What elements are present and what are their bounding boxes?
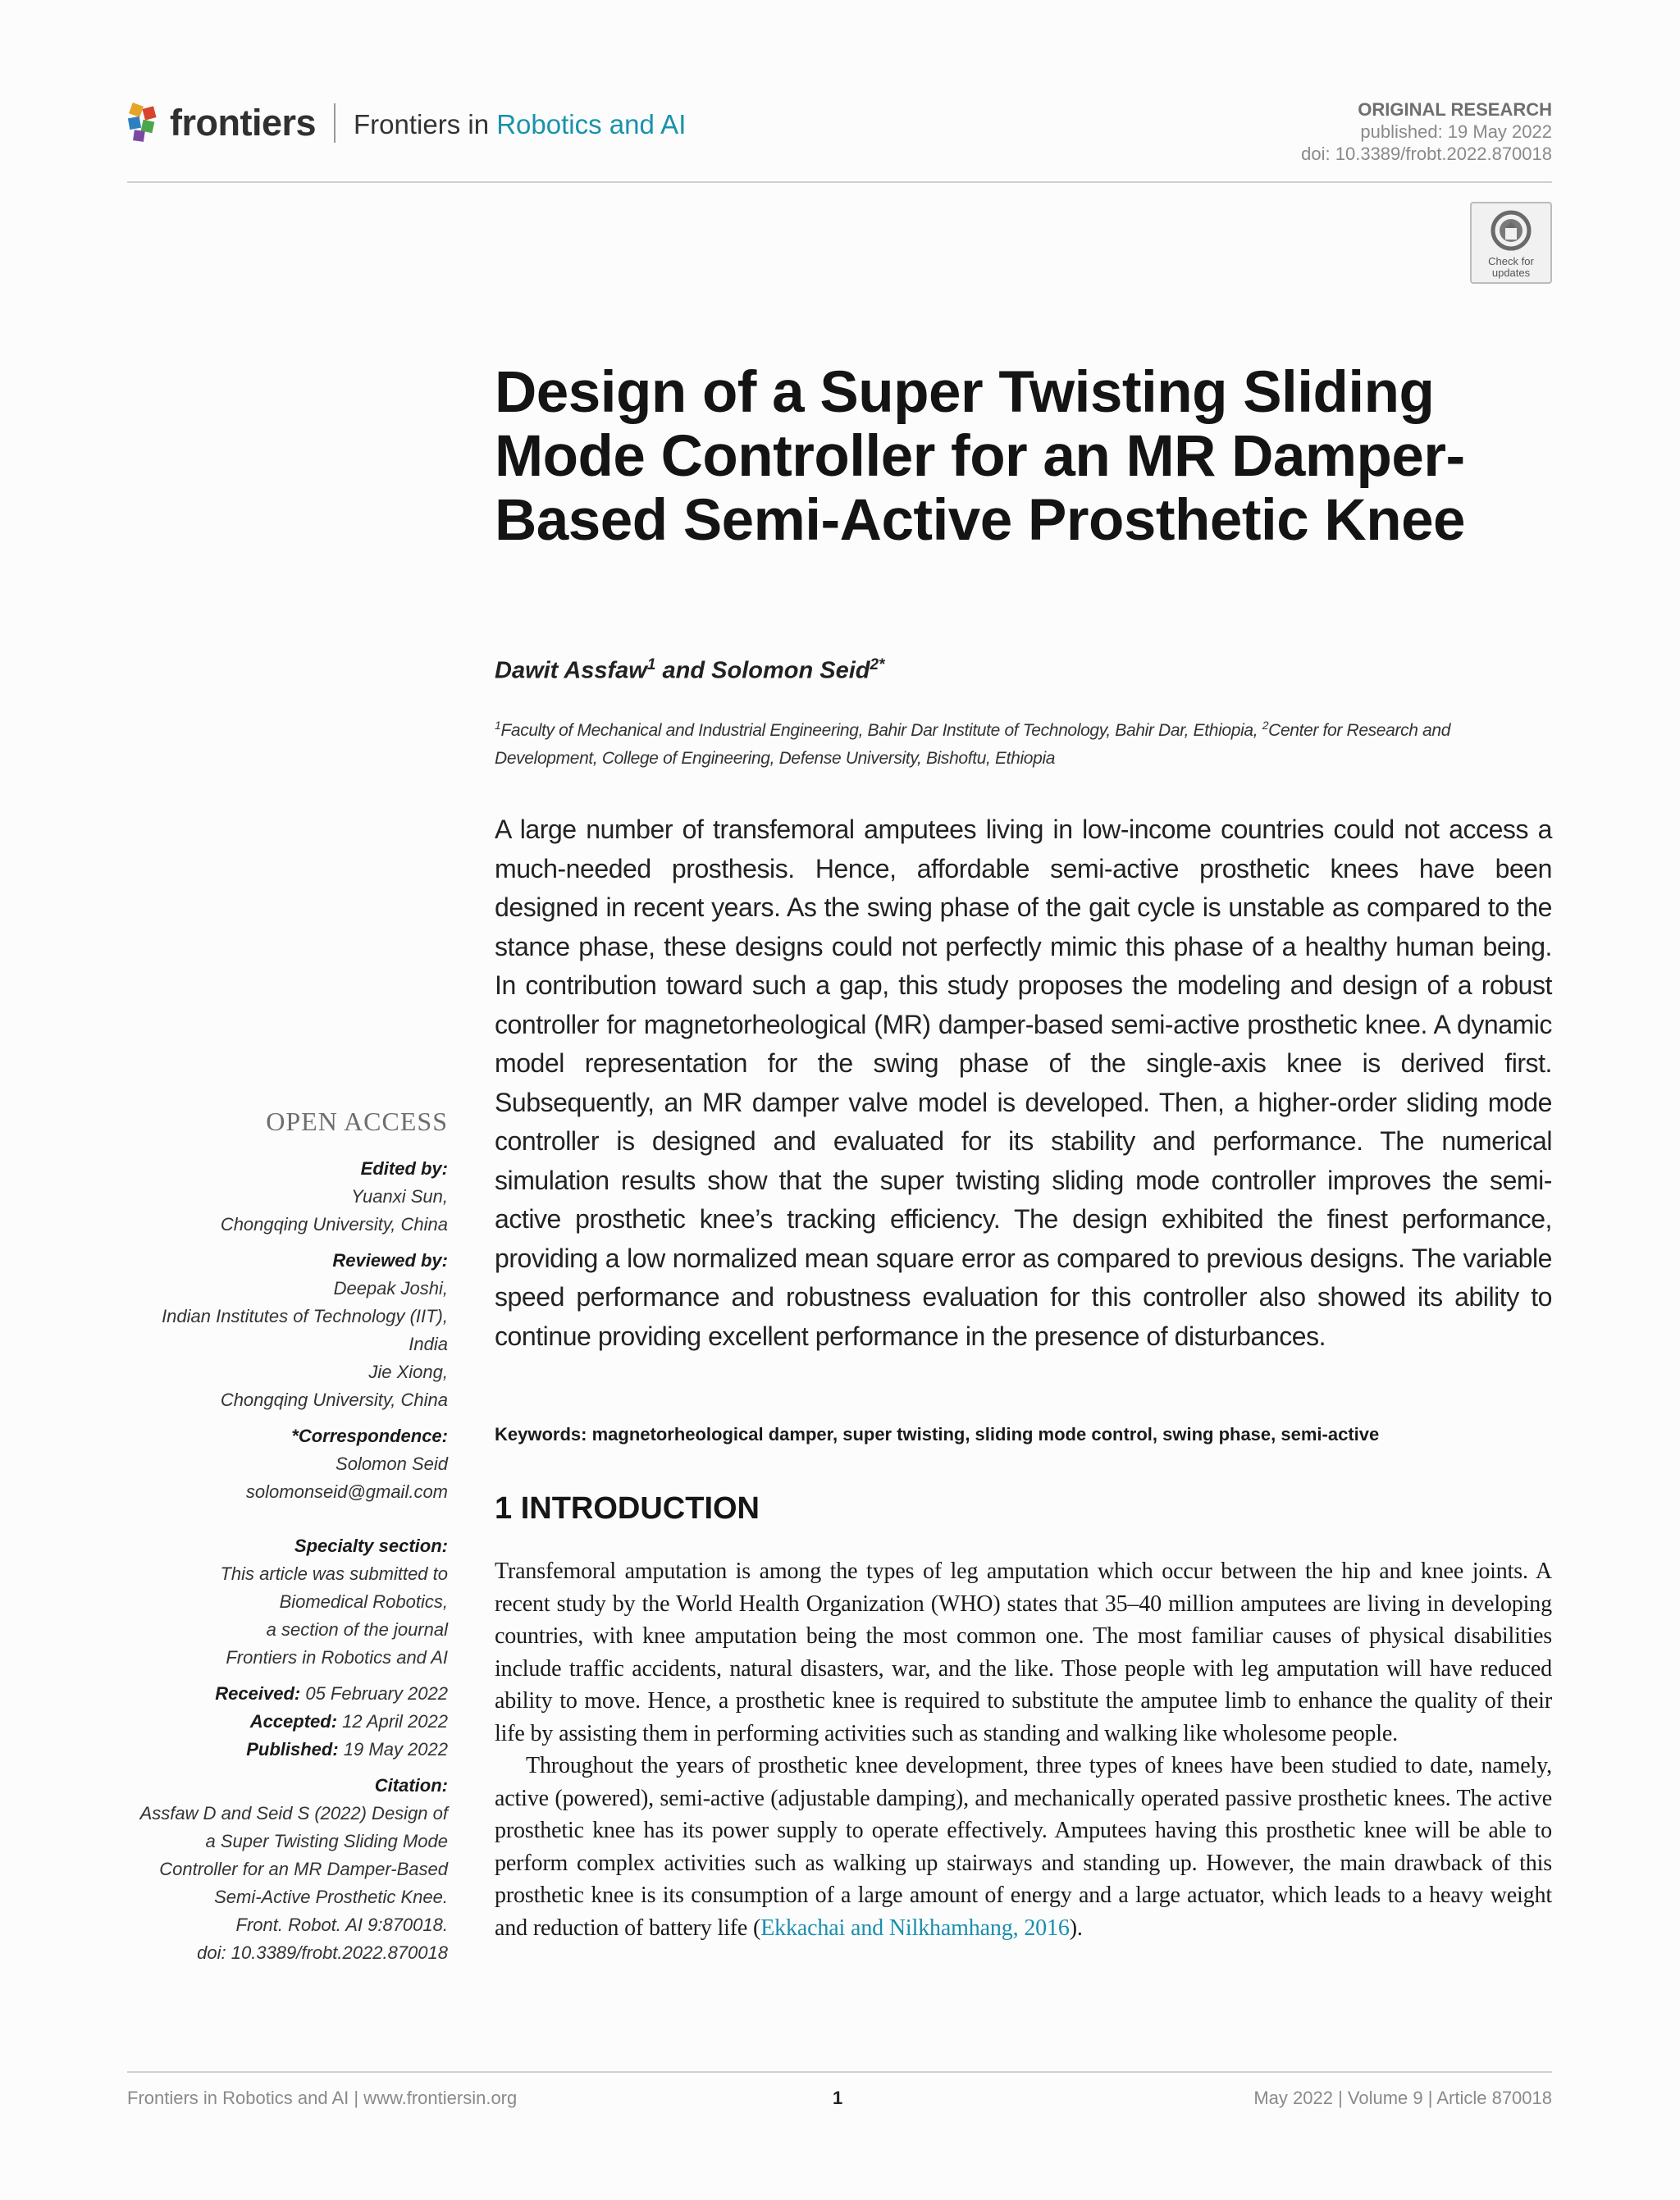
keywords: Keywords: magnetorheological damper, super twisting, sliding mode control, swing phase, semi-active <box>495 1424 1380 1445</box>
page-footer <box>127 2088 1552 2112</box>
footer-journal-link[interactable]: Frontiers in Robotics and AI | www.frontiersin.org <box>127 2088 518 2108</box>
edited-by-label: Edited by: <box>360 1158 448 1179</box>
reviewer-line: India <box>409 1334 448 1354</box>
author-joiner: and <box>662 657 705 684</box>
paragraph: Transfemoral amputation is among the types of leg amputation which occur between the hip and knee joints. A recent study by the World Health Organization (WHO) states that 35–40 million amputees are living in developing countries, with knee amputation being the most common one. The most familiar causes of physical disabilities include traffic accidents, natural disasters, war, and the like. Those people with leg amputation will have reduced ability to move. Hence, a prosthetic knee is required to substitute the amputee limb to enhance the quality of their life by assisting them in performing activities such as standing and walking like wholesome people. <box>495 1559 1552 1746</box>
citation-label: Citation: <box>374 1775 448 1796</box>
received-date: Received: 05 February 2022 <box>215 1683 448 1704</box>
author-affil-sup: 2* <box>870 656 885 673</box>
specialty-line: Frontiers in Robotics and AI <box>226 1647 448 1668</box>
affiliation: Faculty of Mechanical and Industrial Engineering, Bahir Dar Institute of Technology, Bahir Dar, Ethiopia, <box>500 721 1262 740</box>
check-updates-button[interactable] <box>1470 202 1552 284</box>
reviewer-line: Indian Institutes of Technology (IIT), <box>162 1306 448 1326</box>
affiliation: Center for Research and Development, College of Engineering, Defense University, Bishoftu, Ethiopia <box>495 721 1451 768</box>
article-sidebar <box>98 1107 448 1967</box>
citation-line: Assfaw D and Seid S (2022) Design of <box>139 1803 448 1823</box>
logo-wordmark: frontiers <box>170 102 317 144</box>
accepted-date: Accepted: 12 April 2022 <box>249 1711 448 1732</box>
published-date-sidebar: Published: 19 May 2022 <box>246 1739 448 1760</box>
frontiers-logo[interactable] <box>127 98 316 148</box>
citation-line: Front. Robot. AI 9:870018. <box>235 1915 448 1935</box>
specialty-label: Specialty section: <box>294 1536 448 1556</box>
correspondence-label: *Correspondence: <box>291 1426 448 1446</box>
citation-link[interactable]: Ekkachai and Nilkhamhang, 2016 <box>760 1915 1070 1941</box>
article-title: Design of a Super Twisting Sliding Mode Controller for an MR Damper-Based Semi-Active Prosthetic Knee <box>495 360 1466 553</box>
open-access-label: OPEN ACCESS <box>266 1107 448 1136</box>
author-list <box>495 656 884 685</box>
article-doi[interactable]: doi: 10.3389/frobt.2022.870018 <box>1301 144 1552 164</box>
paragraph: Throughout the years of prosthetic knee development, three types of knees have been studied to date, namely, active (powered), semi-active (adjustable damping), and mechanically operated passive prosthetic knees. The active prosthetic knee has its power supply to operate effectively. Amputees having this prosthetic knee will be able to perform complex activities such as walking up stairways and standing up. However, the main drawback of this prosthetic knee is its consumption of a large amount of energy and a large actuator, which leads to a heavy weight and reduction of battery life (Ekkachai and Nilkhamhang, 2016). <box>495 1753 1552 1941</box>
reviewed-by-label: Reviewed by: <box>332 1250 448 1271</box>
editor-name: Yuanxi Sun, <box>351 1186 448 1207</box>
citation-line: Controller for an MR Damper-Based <box>159 1859 448 1879</box>
check-updates-icon <box>1491 210 1532 251</box>
author-affil-sup: 1 <box>646 656 656 673</box>
footer-volume-info: May 2022 | Volume 9 | Article 870018 <box>1253 2088 1552 2108</box>
section-heading: 1 INTRODUCTION <box>495 1491 760 1526</box>
frontiers-logo-icon <box>127 103 163 144</box>
specialty-line: Biomedical Robotics, <box>279 1591 448 1612</box>
correspondence-email[interactable]: solomonseid@gmail.com <box>245 1481 448 1502</box>
citation-line: doi: 10.3389/frobt.2022.870018 <box>197 1942 448 1963</box>
author-name[interactable]: Dawit Assfaw <box>495 657 647 684</box>
journal-prefix: Frontiers in <box>354 109 497 139</box>
journal-header <box>127 97 1552 184</box>
reviewer-line: Chongqing University, China <box>220 1390 448 1410</box>
journal-name[interactable] <box>354 109 686 140</box>
article-meta <box>1301 98 1552 165</box>
journal-highlight: Robotics and AI <box>496 109 687 139</box>
header-rule <box>127 181 1552 183</box>
specialty-line: a section of the journal <box>266 1619 448 1640</box>
specialty-line: This article was submitted to <box>220 1563 448 1584</box>
footer-rule <box>127 2071 1552 2073</box>
introduction-body <box>495 1555 1552 1944</box>
header-divider <box>334 103 336 143</box>
correspondence-name: Solomon Seid <box>336 1454 448 1474</box>
citation-line: a Super Twisting Sliding Mode <box>205 1831 448 1851</box>
page-number: 1 <box>833 2088 843 2108</box>
article-type: ORIGINAL RESEARCH <box>1358 99 1552 120</box>
author-name[interactable]: Solomon Seid <box>711 657 870 684</box>
reviewer-line: Jie Xiong, <box>368 1362 448 1382</box>
published-date: published: 19 May 2022 <box>1360 121 1552 142</box>
affiliations: $^1$Faculty of Mechanical and Industrial Engineering, Bahir Dar Institute of Technology, Bahir Dar, Ethiopia, $^2$Center for Research and Development, College of Engineering, Defense University, Bishoftu, Ethiopia <box>495 719 1451 768</box>
editor-affiliation: Chongqing University, China <box>220 1214 448 1235</box>
reviewer-line: Deepak Joshi, <box>333 1278 448 1299</box>
citation-line: Semi-Active Prosthetic Knee. <box>214 1887 448 1907</box>
check-updates-label: Check for updates <box>1488 255 1534 279</box>
abstract: A large number of transfemoral amputees living in low-income countries could not access a much-needed prosthesis. Hence, affordable semi-active prosthetic knees have been designed in recent years. As the swing phase of the gait cycle is unstable as compared to the stance phase, these designs could not perfectly mimic this phase of a healthy human being. In contribution toward such a gap, this study proposes the modeling and design of a robust controller for magnetorheological (MR) damper-based semi-active prosthetic knee. A dynamic model representation for the swing phase of the single-axis knee is derived first. Subsequently, an MR damper valve model is developed. Then, a higher-order sliding mode controller is designed and evaluated for its stability and performance. The numerical simulation results show that the super twisting sliding mode controller improves the semi-active prosthetic knee’s tracking efficiency. The design exhibited the finest performance, providing a low normalized mean square error as compared to previous designs. The variable speed performance and robustness evaluation for this controller also showed its ability to continue providing excellent performance in the presence of disturbances. <box>495 815 1552 1351</box>
